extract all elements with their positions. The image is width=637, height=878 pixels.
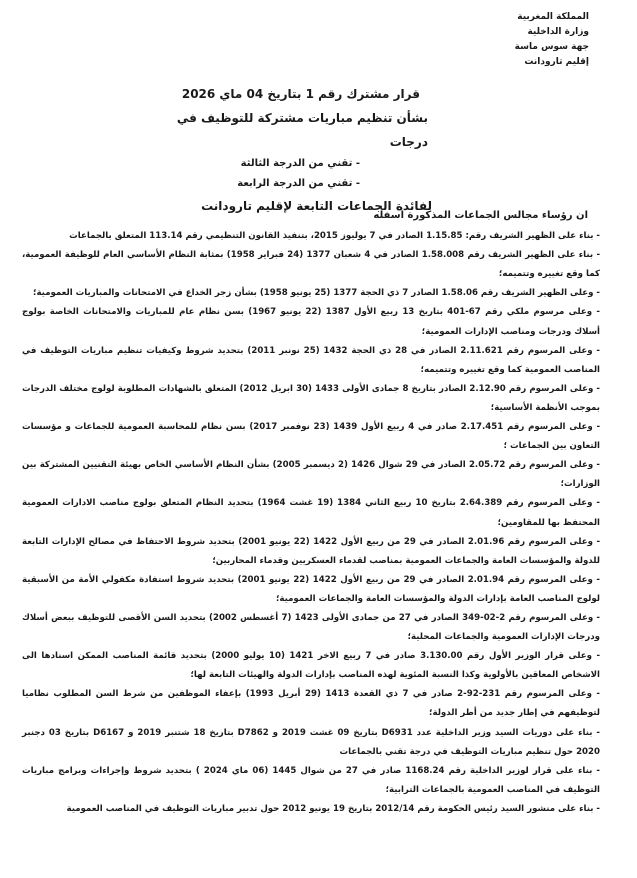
title-line: بشأن تنظيم مباريات مشتركة للتوظيف في درجات (176, 111, 428, 149)
header-line: وزارة الداخلية (527, 27, 589, 37)
legal-reference: - بناء على الظهير الشريف رقم 1.58.008 الصادر في 4 شعبان 1377 (24 فبراير 1958) بمثابة النظام الأساسي العام للوظيفة العمومية، كما وقع تغييره وتتميمه؛ (22, 250, 601, 280)
preamble-heading: ان رؤساء مجالس الجماعات المذكورة اسفله (373, 210, 588, 221)
legal-reference: - وعلى المرسوم رقم 2.17.451 صادر في 4 ربيع الأول 1439 (23 نوفمبر 2017) بسن نظام للمحاسبة العمومية للجماعات و مؤسسات التعاون بين الجماعات ؛ (22, 422, 601, 452)
grade-item: - تقني من الدرجة الثالثة (240, 158, 360, 169)
decision-title (150, 82, 450, 218)
legal-reference: - وعلى المرسوم رقم 2-02-349 الصادر في 27 من جمادى الأولى 1423 (7 أغسطس 2002) بتحديد السن الأقصى للتوظيف ببعض أسلاك ودرجات الإدارات العمومية والجماعات المحلية؛ (22, 612, 600, 643)
legal-reference: - وعلى المرسوم رقم 2.01.96 الصادر في 29 من ربيع الأول 1422 (22 يونيو 2001) بتحديد شروط الاحتفاظ في مصالح الإدارات التابعة للدولة والمؤسسات العامة والجماعات العمومية بمناصب لقدماء العسكريين وقدماء المحاربين؛ (22, 536, 601, 566)
title-line: لفائدة الجماعات التابعة لإقليم تارودانت (201, 199, 432, 213)
legal-reference: - وعلى المرسوم رقم 2.11.621 الصادر في 28 ذي الحجة 1432 (25 نونبر 2011) بتحديد شروط وكيفيات تنظيم مباريات التوظيف في المناصب العمومية كما وقع تغييره وتتميمه؛ (22, 345, 600, 375)
document-body (22, 206, 600, 819)
legal-reference: - وعلى قرار الوزير الأول رقم 3.130.00 صادر في 7 ربيع الاخر 1421 (10 يوليو 2000) بتحديد قائمة المناصب الممكن اسنادها الى الاشخاص المعاقين بالأولوية وكذا النسبة المئوية لهذه المناصب بإدارات الدولة والهيئات التابعة لها؛ (22, 651, 601, 681)
legal-reference: - بناء على دوريات السيد وزير الداخلية عدد D6931 بتاريخ 09 غشت 2019 و D7862 بتاريخ 18 شتنبر 2019 و D6167 بتاريخ 03 دجنبر 2020 حول تنظيم مباريات التوظيف في درجة تقني بالجماعات (22, 727, 600, 757)
title-line: قرار مشترك رقم 1 بتاريخ 04 ماي 2026 (181, 87, 420, 101)
issuing-authority-header (459, 10, 589, 70)
legal-reference: - بناء على الظهير الشريف رقم: 1.15.85 الصادر في 7 يوليوز 2015، بتنفيذ القانون التنظيمي رقم 113.14 المتعلق بالجماعات (69, 231, 600, 242)
legal-reference: - وعلى المرسوم رقم 2.12.90 الصادر بتاريخ 8 جمادى الأولى 1433 (30 ابريل 2012) المتعلق بالشهادات المطلوبة لولوج مختلف الدرجات بموجب الأنظمة الأساسية؛ (22, 383, 600, 413)
legal-reference: - وعلى المرسوم رقم 231-92-2 صادر في 7 ذي القعدة 1413 (29 أبريل 1993) بإعفاء الموظفين من شرط السن المطلوب نظاميا لتوظيفهم في إطار جديد من أطر الدولة؛ (22, 689, 600, 719)
header-line: إقليم تارودانت (524, 57, 589, 67)
legal-reference: - بناء على قرار لوزير الداخلية رقم 1168.24 صادر في 27 من شوال 1445 (06 ماي 2024 ) بتحديد شروط وإجراءات وبرامج مباريات التوظيف في المناصب العمومية بالجماعات الترابية؛ (22, 765, 600, 795)
legal-reference: - وعلى الظهير الشريف رقم 1.58.06 الصادر 7 ذي الحجة 1377 (25 يونيو 1958) بشأن زجر الخداع في الامتحانات والمباريات العمومية؛ (33, 288, 600, 299)
legal-reference: - وعلى مرسوم ملكي رقم 67-401 بتاريخ 13 ربيع الأول 1387 (22 يونيو 1967) بسن نظام عام للمباريات والامتحانات الخاصة بولوج أسلاك ودرجات ومناصب الإدارات العمومية؛ (22, 307, 600, 337)
header-line: جهة سوس ماسة (514, 42, 589, 52)
legal-reference: - وعلى المرسوم رقم 2.05.72 الصادر في 29 شوال 1426 (2 ديسمبر 2005) بشأن النظام الأساسي الخاص بهيئة التقنيين المشتركة بين الوزارات؛ (22, 460, 600, 490)
header-line: المملكة المغربية (517, 12, 589, 22)
grade-item: - تقني من الدرجة الرابعة (237, 178, 360, 189)
legal-reference: - وعلى المرسوم رقم 2.01.94 الصادر في 29 من ربيع الأول 1422 (22 يونيو 2001) بتحديد شروط استفادة مكفولي الأمة من الأسبقية لولوج المناصب العامة بإدارات الدولة والمؤسسات العامة والجماعات العمومية؛ (22, 574, 600, 604)
legal-reference: - وعلى المرسوم رقم 2.64.389 بتاريخ 10 ربيع الثاني 1384 (19 غشت 1964) بتحديد النظام المتعلق بولوج مناصب الادارات العمومية المحتفظ بها للمقاومين؛ (22, 498, 600, 528)
legal-reference: - بناء على منشور السيد رئيس الحكومة رقم 2012/14 بتاريخ 19 يونيو 2012 حول تدبير مباريات التوظيف في المناصب العمومية (66, 803, 600, 814)
